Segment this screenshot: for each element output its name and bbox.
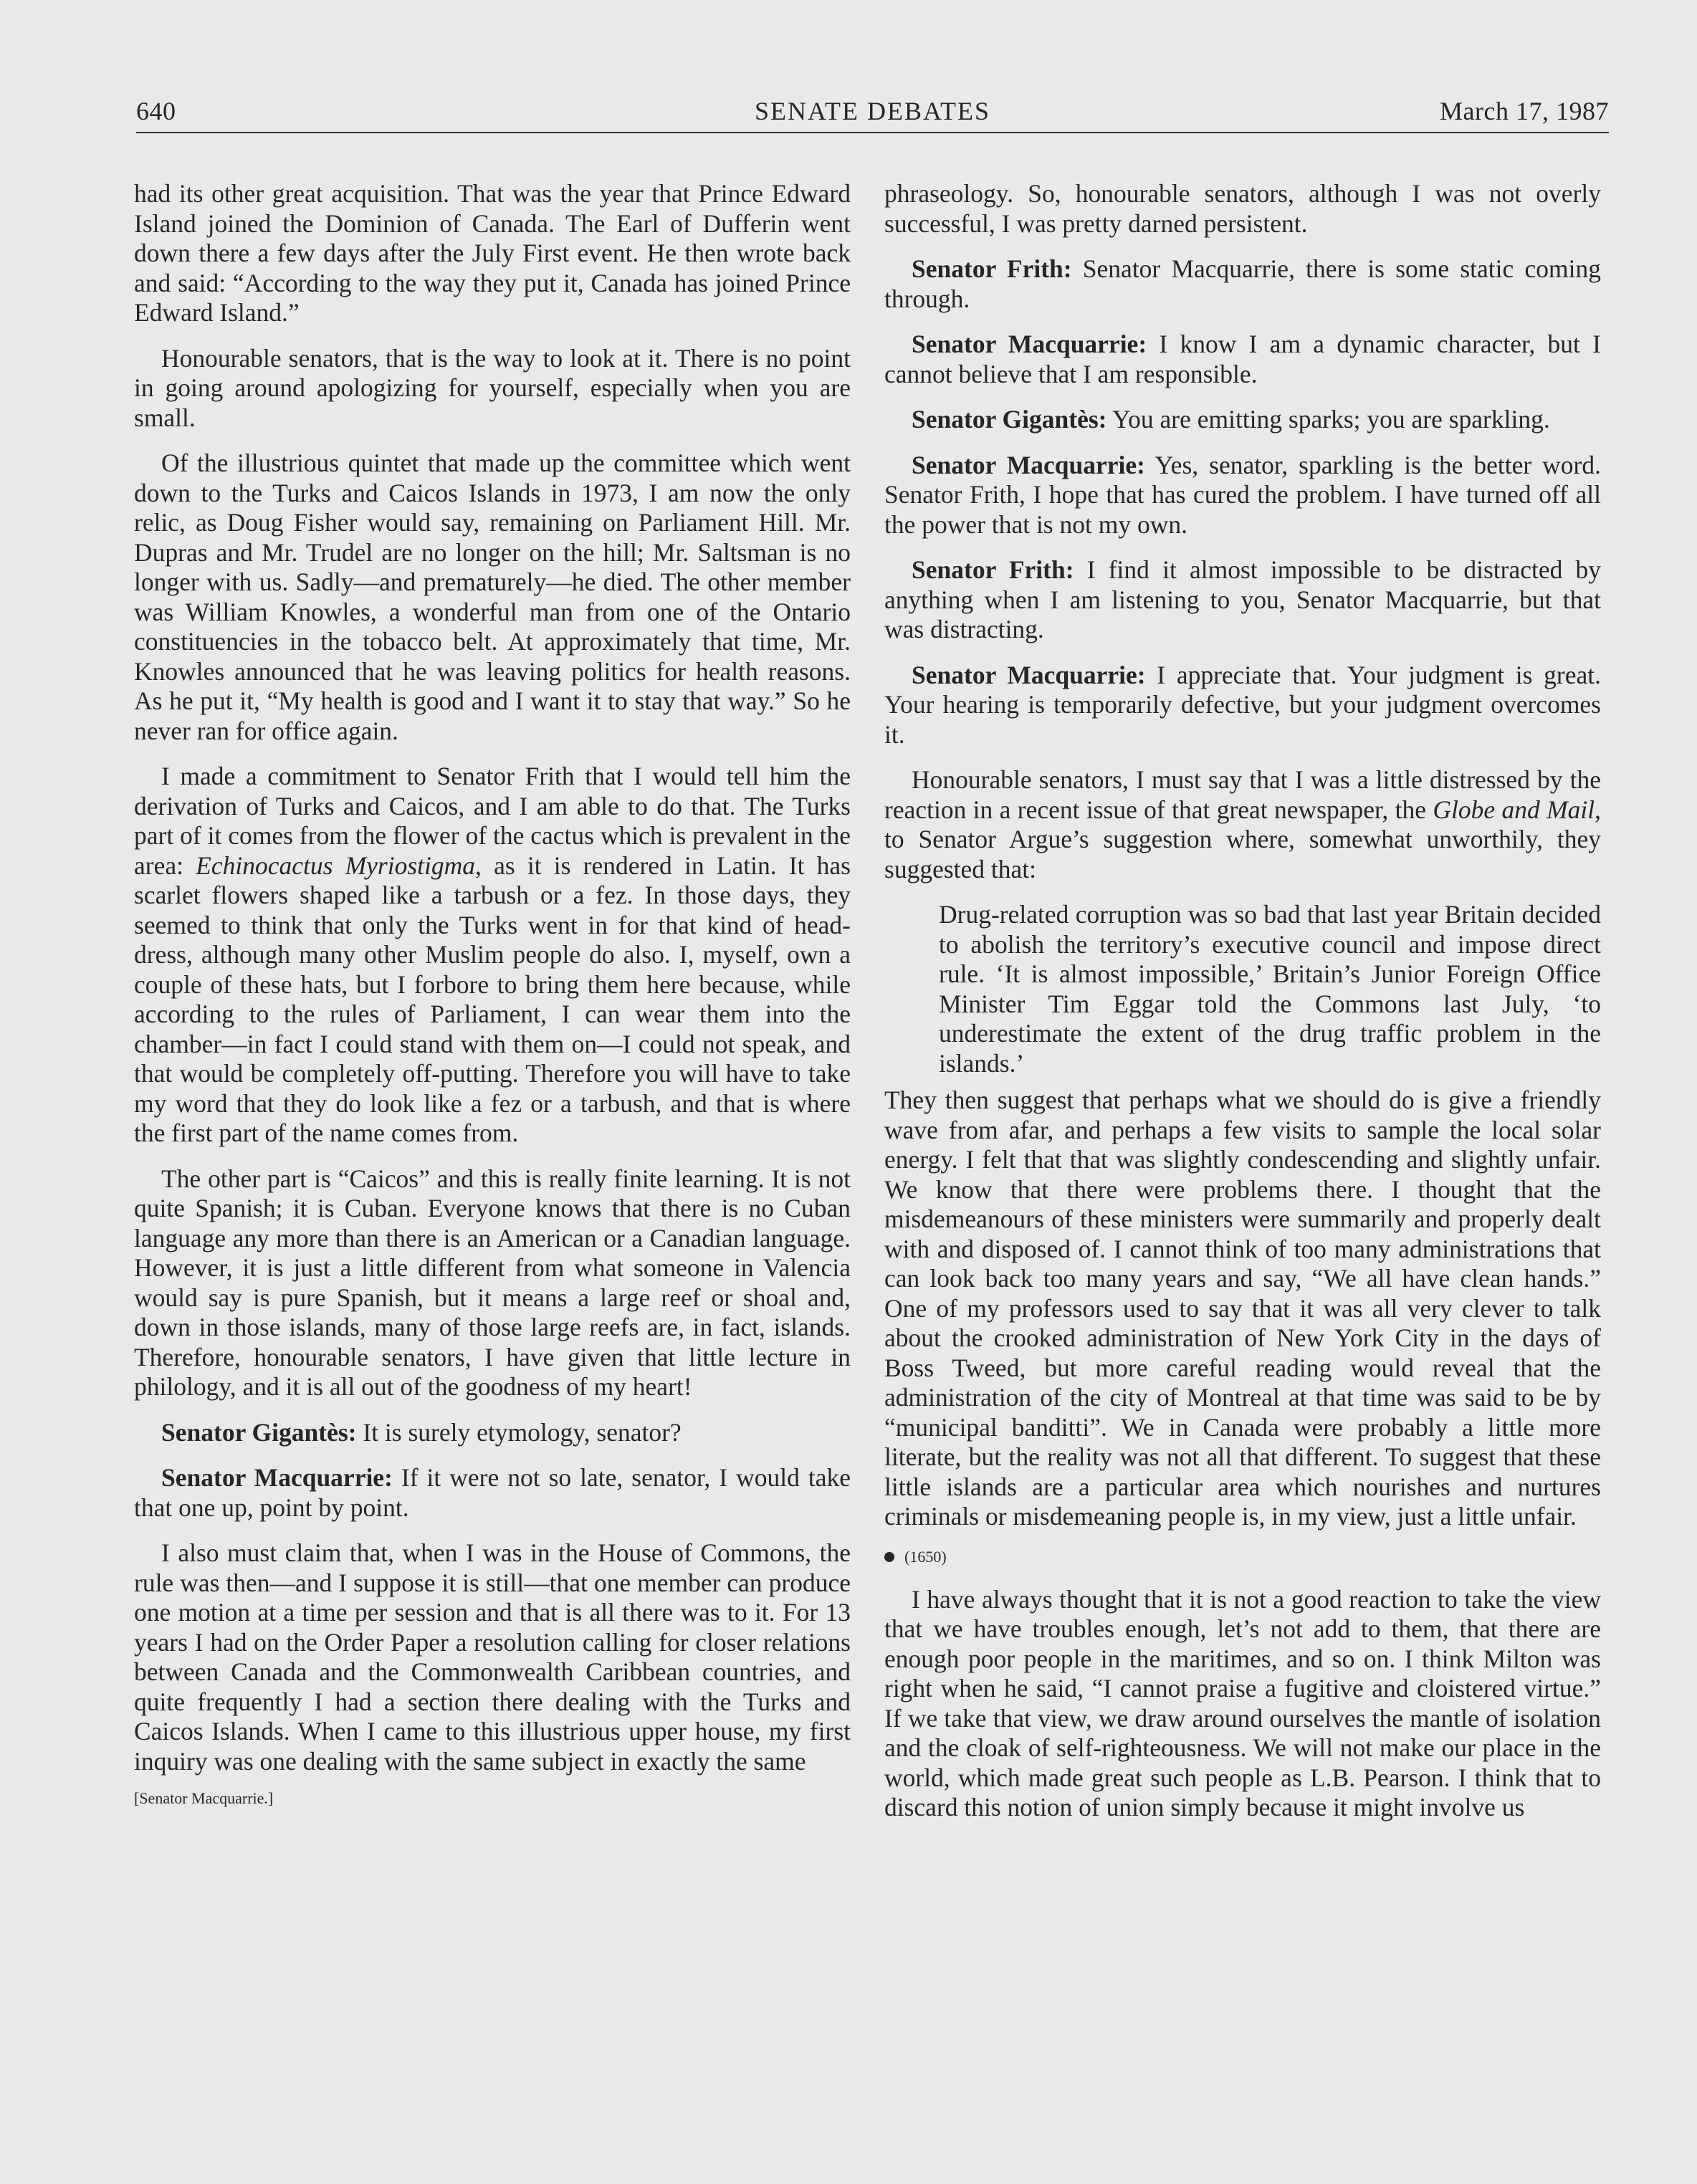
speech <box>884 661 1601 750</box>
speech <box>134 1418 851 1448</box>
paragraph <box>134 762 851 1149</box>
speech-text: It is surely etymology, senator? <box>356 1417 682 1447</box>
speaker-name: Senator Frith: <box>912 555 1074 584</box>
left-column <box>134 179 851 1808</box>
speech <box>884 555 1601 645</box>
paragraph-text: Honourable senators, I must say that I was a little distressed by the reaction in a recent issue of that great newspaper, the <box>884 765 1601 824</box>
paragraph: Honourable senators, that is the way to look at it. There is no point in going around apologizing for yourself, especially when you are small. <box>134 343 851 432</box>
paragraph: They then suggest that perhaps what we should do is give a friendly wave from afar, and perhaps a few visits to sample the local solar energy. I felt that that was slightly condescending and slightly unfair. We know that there were problems there. I thought that the misdemeanours of these ministers were summarily and properly dealt with and disposed of. I cannot think of too many administrations that can look back too many years and say, “We all have clean hands.” One of my professors used to say that it was all very clever to talk about the crooked administration of New York City in the days of Boss Tweed, but more careful reading would reveal that the administration of the city of Montreal at that time was said to be by “municipal banditti”. We in Canada were probably a little more literate, but the reality was not all that different. To suggest that these little islands are a particular area which nourishes and nurtures criminals or misdemeaning people is, in my view, just a little unfair. <box>884 1086 1601 1531</box>
paragraph-text: , as it is rendered in Latin. It has scarlet flowers shaped like a tarbush or a fez. In those days, they seemed to think that only the Turks went in for that kind of head-dress, although many other Muslim people do also. I, myself, own a couple of these hats, but I forbore to bring them here because, while according to the rules of Parliament, I can wear them into the chamber—in fact I could stand with them on—I could not speak, and that would be completely off-putting. Therefore you will have to take my word that they do look like a fez or a tarbush, and that is where the first part of the name comes from. <box>134 851 851 1147</box>
speech <box>134 1463 851 1523</box>
paragraph: had its other great acquisition. That was the year that Prince Edward Island joined the Dominion of Canada. The Earl of Dufferin went down there a few days after the July First event. He then wrote back and said: “According to the way they put it, Canada has joined Prince Edward Island.” <box>134 179 851 327</box>
page-date: March 17, 1987 <box>1440 97 1609 125</box>
speech <box>884 254 1601 314</box>
speech-text: Yes, senator, sparkling is the better word. Senator Frith, I hope that has cured the problem. I have turned off all the power that is not my own. <box>884 450 1601 539</box>
publication-title: SENATE DEBATES <box>754 97 990 125</box>
speaker-name: Senator Gigantès: <box>912 405 1107 434</box>
paragraph: The other part is “Caicos” and this is really finite learning. It is not quite Spanish; it is Cuban. Everyone knows that there is no Cuban language any more than there is an American or a Canadian language. However, it is just a little different from what someone in Valencia would say is pure Spanish, but it means a large reef or shoal and, down in those islands, many of those large reefs are, in fact, islands. Therefore, honourable senators, I have given that little lecture in philology, and it is all out of the goodness of my heart! <box>134 1164 851 1401</box>
speech-text: I find it almost impossible to be distracted by anything when I am listening to you, Senator Macquarrie, but that was distracting. <box>884 555 1601 643</box>
speaker-name: Senator Macquarrie: <box>912 450 1145 479</box>
paragraph-text: , to Senator Argue’s suggestion where, somewhat unworthily, they suggested that: <box>884 795 1601 883</box>
paragraph <box>884 765 1601 884</box>
speech-text: I know I am a dynamic character, but I cannot believe that I am responsible. <box>884 330 1601 388</box>
page-header <box>136 92 1609 133</box>
speaker-name: Senator Macquarrie: <box>161 1463 393 1492</box>
bullet-icon <box>884 1552 894 1562</box>
speaker-name: Senator Gigantès: <box>161 1417 357 1447</box>
right-column <box>884 179 1601 1839</box>
speech <box>884 405 1601 435</box>
block-quote: Drug-related corruption was so bad that last year Britain decided to abolish the territory’s executive council and impose direct rule. ‘It is almost impossible,’ Britain’s Junior Foreign Office Minister Tim Eggar told the Commons last July, ‘to underestimate the extent of the drug traffic problem in the islands.’ <box>939 900 1601 1078</box>
paragraph: I have always thought that it is not a good reaction to take the view that we have troubles enough, let’s not add to them, that there are enough poor people in the maritimes, and so on. I think Milton was right when he said, “I cannot praise a fugitive and cloistered virtue.” If we take that view, we draw around ourselves the mantle of isolation and the cloak of self-righteousness. We will not make our place in the world, which made great such people as L.B. Pearson. I think that to discard this notion of union simply because it might involve us <box>884 1584 1601 1821</box>
paragraph: I also must claim that, when I was in the House of Commons, the rule was then—and I suppose it is still—that one member can produce one motion at a time per session and that is all there was to it. For 13 years I had on the Order Paper a resolution calling for closer relations between Canada and the Commonwealth Caribbean countries, and quite frequently I had a section there dealing with the Turks and Caicos Islands. When I came to this illustrious upper house, my first inquiry was one dealing with the same subject in exactly the same <box>134 1538 851 1776</box>
time-marker <box>884 1548 1601 1566</box>
paragraph-text: I made a commitment to Senator Frith that I would tell him the derivation of Turks and Caicos, and I am able to do that. The Turks part of it comes from the flower of the cactus which is prevalent in the area: <box>134 762 851 880</box>
time-marker-text: (1650) <box>904 1547 947 1566</box>
paragraph: Of the illustrious quintet that made up the committee which went down to the Turks and Caicos Islands in 1973, I am now the only relic, as Doug Fisher would say, remaining on Parliament Hill. Mr. Dupras and Mr. Trudel are no longer on the hill; Mr. Saltsman is no longer with us. Sadly—and prematurely—he died. The other member was William Knowles, a wonderful man from one of the Ontario constituencies in the tobacco belt. At approximately that time, Mr. Knowles announced that he was leaving politics for health reasons. As he put it, “My health is good and I want it to stay that way.” So he never ran for office again. <box>134 449 851 745</box>
speech-text: I appreciate that. Your judgment is great. Your hearing is temporarily defective, but your judgment overcomes it. <box>884 660 1601 749</box>
newspaper-name: Globe and Mail <box>1433 795 1595 824</box>
speech <box>884 330 1601 389</box>
speaker-name: Senator Macquarrie: <box>912 330 1147 358</box>
speech <box>884 451 1601 540</box>
paragraph: phraseology. So, honourable senators, although I was not overly successful, I was pretty darned persistent. <box>884 179 1601 238</box>
page-number: 640 <box>136 97 176 125</box>
speech-text: If it were not so late, senator, I would take that one up, point by point. <box>134 1463 851 1522</box>
speech-text: You are emitting sparks; you are sparkling. <box>1106 405 1550 434</box>
latin-name: Echinocactus Myriostigma <box>196 851 476 880</box>
speaker-name: Senator Macquarrie: <box>912 660 1146 689</box>
speech-text: Senator Macquarrie, there is some static coming through. <box>884 254 1601 313</box>
speaker-footnote: [Senator Macquarrie.] <box>134 1789 274 1807</box>
speaker-name: Senator Frith: <box>912 254 1072 283</box>
